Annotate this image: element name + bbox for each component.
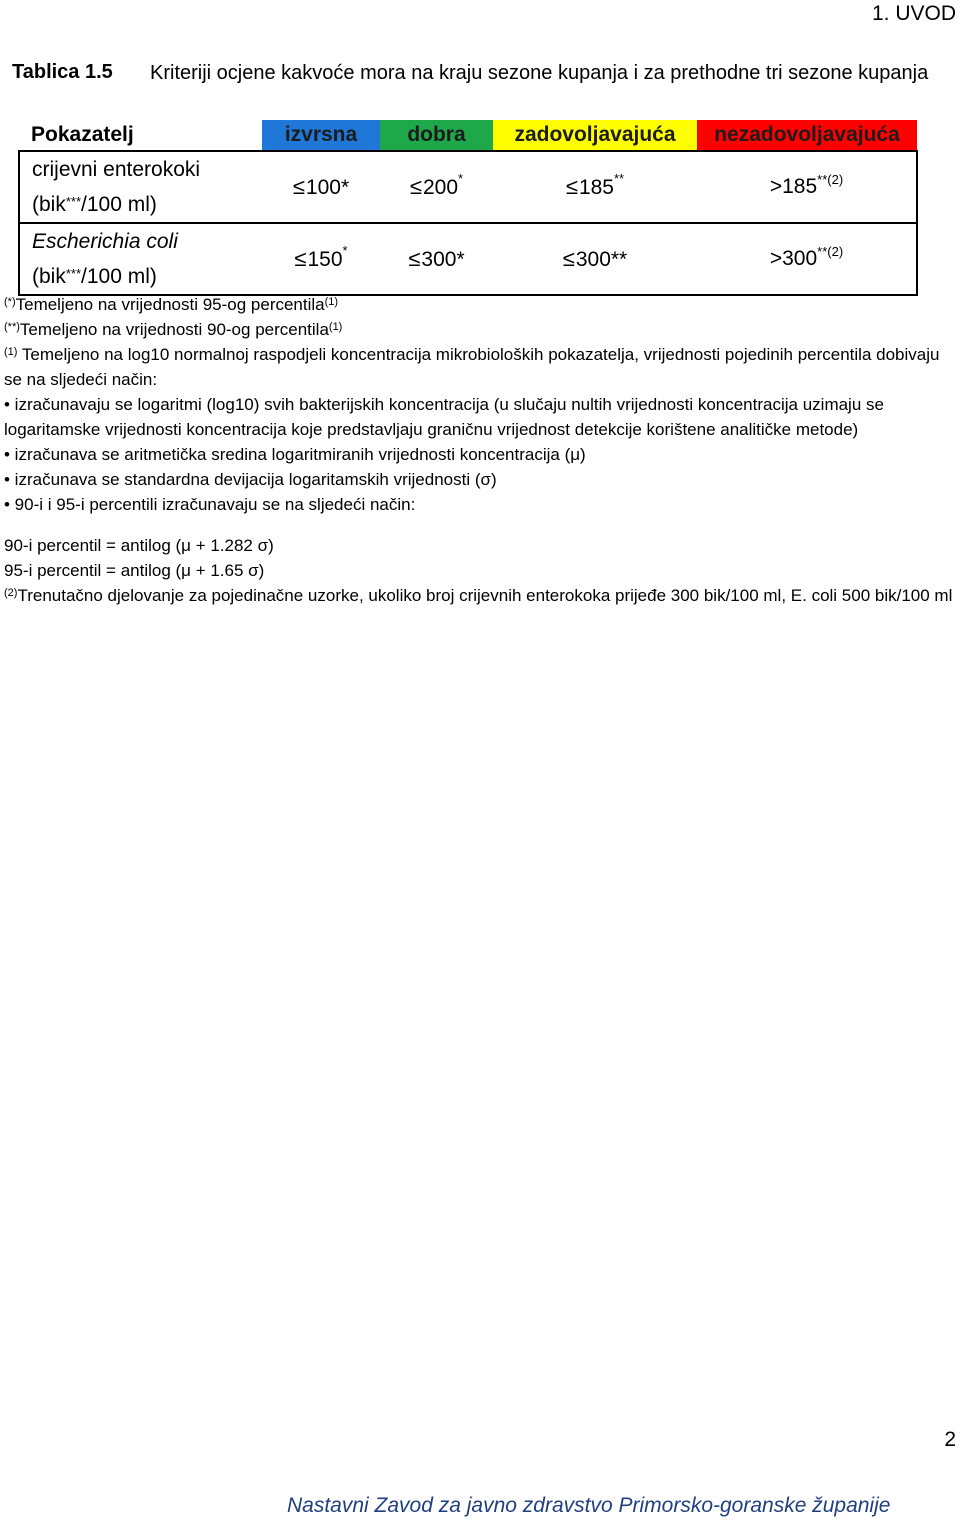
indicator-unit: (bik***/100 ml) — [32, 265, 157, 288]
table-row — [19, 223, 917, 295]
page-number: 2 — [944, 1428, 956, 1451]
bullet-item: • izračunava se standardna devijacija logaritamskih vrijednosti (σ) — [4, 470, 497, 489]
value-zadovoljavajuca: ≤185** — [493, 151, 697, 223]
note-immediate-action: $^{(2)}$Trenutačno djelovanje za pojedinačne uzorke, ukoliko broj crijevnih enterokoka prijeđe 300 bik/100 ml, E. coli 500 bik/100 ml — [4, 586, 953, 605]
indicator-cell — [19, 223, 262, 295]
value-dobra: ≤300* — [380, 223, 493, 295]
formula-90: 90-i percentil = antilog (μ + 1.282 σ) — [4, 536, 274, 555]
indicator-cell — [19, 151, 262, 223]
table-row — [19, 151, 917, 223]
note-90-percentile: (**)Temeljeno na vrijednosti 90-og percentila$^{(1)}$ — [4, 320, 343, 339]
note-95-percentile: (*)Temeljeno na vrijednosti 95-og percentila$^{(1)}$ — [4, 295, 339, 314]
bullet-item: • izračunava se aritmetička sredina logaritmiranih vrijednosti koncentracija (μ) — [4, 445, 586, 464]
indicator-unit: (bik***/100 ml) — [32, 193, 157, 216]
page-footer: Nastavni Zavod za javno zdravstvo Primorsko-goranske županije — [287, 1494, 891, 1517]
indicator-name: crijevni enterokoki — [32, 158, 201, 181]
value-nezadovoljavajuca: $>185^{**(2)}$ — [697, 151, 917, 223]
header-izvrsna: izvrsna — [262, 120, 380, 151]
header-dobra: dobra — [380, 120, 493, 151]
value-dobra: ≤200* — [380, 151, 493, 223]
value-izvrsna: ≤150* — [262, 223, 380, 295]
header-nezadovoljavajuca: nezadovoljavajuća — [697, 120, 917, 151]
table-header-row — [19, 120, 917, 151]
value-izvrsna: ≤100* — [262, 151, 380, 223]
header-zadovoljavajuca: zadovoljavajuća — [493, 120, 697, 151]
indicator-name: Escherichia coli — [32, 230, 178, 253]
criteria-table — [18, 120, 918, 296]
table-notes — [4, 292, 960, 608]
table-label: Tablica 1.5 — [12, 61, 113, 83]
bullet-item: • 90-i i 95-i percentili izračunavaju se na sljedeći način: — [4, 495, 416, 514]
value-nezadovoljavajuca: $>300^{**(2)}$ — [697, 223, 917, 295]
formula-95: 95-i percentil = antilog (μ + 1.65 σ) — [4, 561, 265, 580]
note-log-normal: $^{(1)}$ Temeljeno na log10 normalnoj raspodjeli koncentracija mikrobioloških pokazatelja, vrijednosti pojedinih percentila dobivaju se na sljedeći način: — [4, 345, 940, 389]
header-pokazatelj: Pokazatelj — [19, 120, 262, 151]
section-header: 1. UVOD — [871, 2, 956, 25]
table-caption: Kriteriji ocjene kakvoće mora na kraju sezone kupanja i za prethodne tri sezone kupanja — [150, 62, 929, 84]
value-zadovoljavajuca: ≤300** — [493, 223, 697, 295]
bullet-item: • izračunavaju se logaritmi (log10) svih bakterijskih koncentracija (u slučaju nultih vrijednosti koncentracija uzimaju se logaritamske vrijednosti koncentracija koje predstavljaju graničnu vrijednost detekcije korištene analitičke metode) — [4, 395, 884, 439]
